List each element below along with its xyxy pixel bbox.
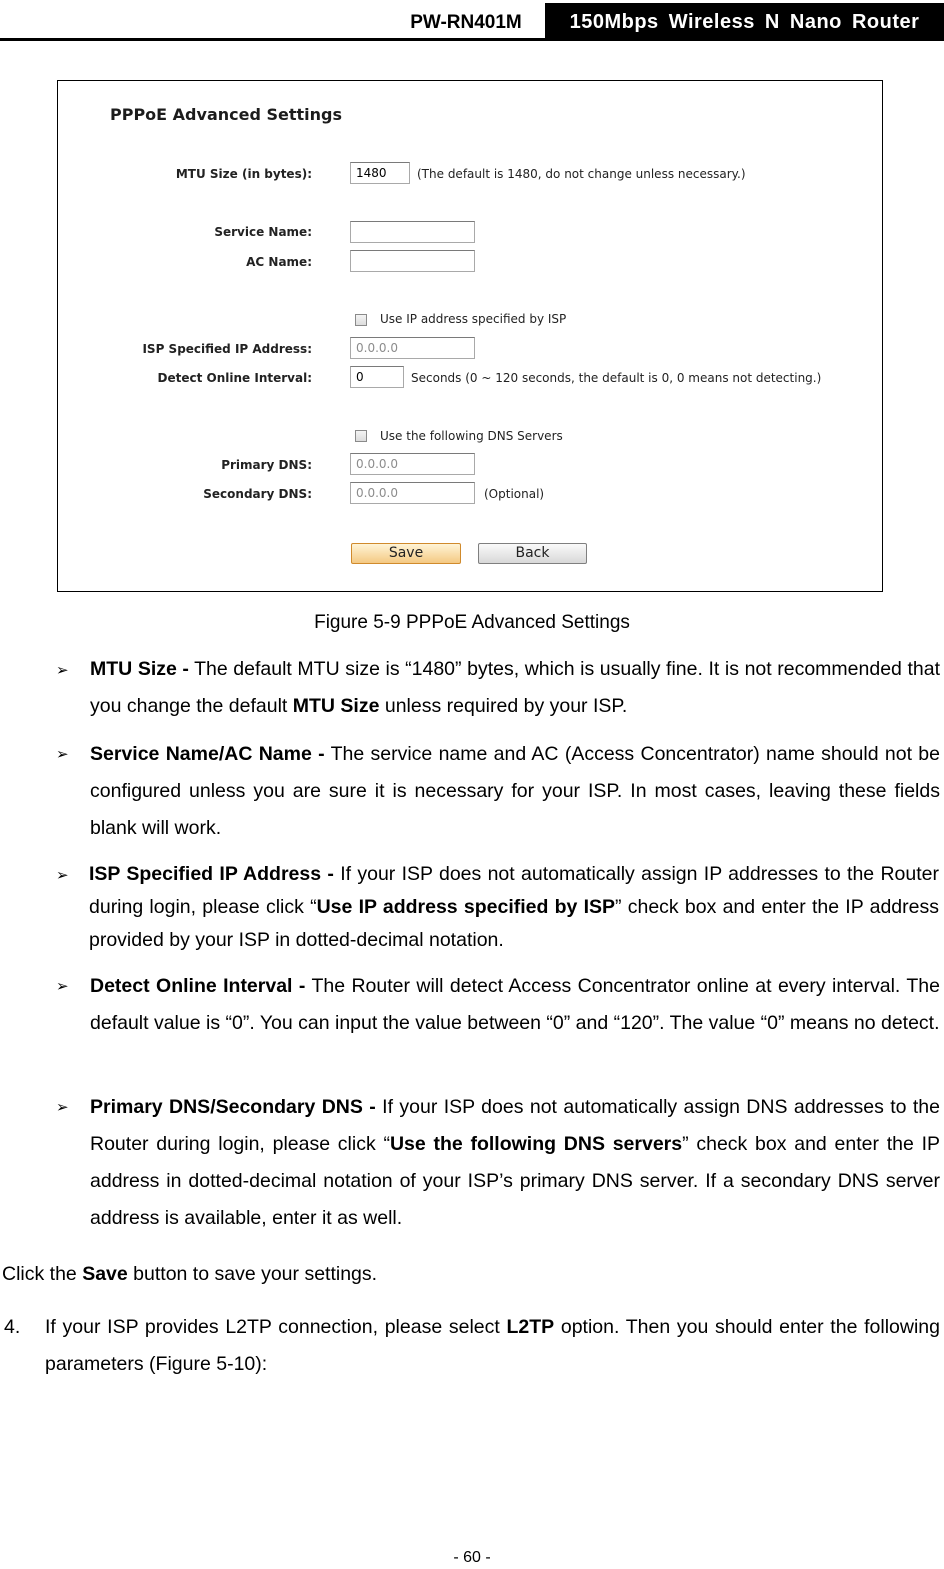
bullet-term: MTU Size - [90,658,189,680]
bullet-text: ” check box and enter the IP address in dotted-decimal notation of your ISP’s primary DNS server. If a secondary DNS server address is available, enter it as well. [90,1133,940,1229]
bullet-bold: Use the following DNS servers [389,1133,683,1155]
isp-ip-label: ISP Specified IP Address: [142,342,312,356]
use-ip-checkbox-label: Use IP address specified by ISP [380,312,567,326]
use-ip-checkbox[interactable] [355,314,367,326]
paragraph-text: button to save your settings. [127,1263,378,1285]
bullet-arrow-icon: ➢ [56,867,69,884]
detect-interval-input[interactable] [350,366,404,388]
bullet-text: ” check box and enter the IP address provided by your ISP in dotted-decimal notation. [89,896,939,951]
bullet-arrow-icon: ➢ [56,1099,69,1116]
primary-dns-label: Primary DNS: [221,458,312,472]
paragraph-text: Click the [2,1263,83,1285]
mtu-label: MTU Size (in bytes): [175,167,312,181]
bullet-text: If your ISP does not automatically assign IP addresses to the Router during login, please click “ [89,863,939,918]
detect-interval-label: Detect Online Interval: [157,371,312,385]
bullet-term: ISP Specified IP Address - [89,863,334,885]
ac-name-label: AC Name: [246,255,312,269]
bullet-term: Primary DNS/Secondary DNS - [90,1096,376,1118]
bullet-term: Detect Online Interval - [90,975,306,997]
bullet-dns [90,1089,940,1237]
isp-ip-input[interactable] [350,337,475,359]
service-name-input[interactable] [350,221,475,243]
bullet-arrow-icon: ➢ [56,662,69,679]
bullet-mtu-size [90,651,940,725]
paragraph-bold: Save [82,1263,128,1285]
page-number: - 60 - [453,1549,491,1566]
ac-name-input[interactable] [350,250,475,272]
bullet-arrow-icon: ➢ [56,746,69,763]
bullet-term: Service Name/AC Name - [90,743,325,765]
back-button[interactable]: Back [478,543,587,564]
secondary-dns-note: (Optional) [484,487,545,501]
use-dns-checkbox[interactable] [355,430,367,442]
bullet-bold: MTU Size [292,695,380,717]
use-dns-checkbox-label: Use the following DNS Servers [380,429,563,443]
primary-dns-input[interactable] [350,453,475,475]
secondary-dns-input[interactable] [350,482,475,504]
step-number: 4. [4,1316,21,1338]
pppoe-advanced-settings-figure [57,80,883,592]
mtu-input[interactable] [350,162,410,184]
paragraph-bold: L2TP [506,1316,555,1338]
bullet-text: unless required by your ISP. [379,695,628,717]
bullet-service-ac-name [90,736,940,847]
bullet-detect-interval [90,968,940,1042]
save-button[interactable]: Save [351,543,461,564]
click-save-paragraph [2,1256,377,1293]
header-title: 150Mbps Wireless N Nano Router [545,3,944,39]
service-name-label: Service Name: [214,225,312,239]
bullet-text: The Router will detect Access Concentrator online at every interval. The default value is “0”. You can input the value between “0” and “120”. The value “0” means no detect. [90,975,940,1034]
bullet-text: The default MTU size is “1480” bytes, which is usually fine. It is not recommended that you change the default [90,658,940,717]
bullet-text: The service name and AC (Access Concentrator) name should not be configured unless you are sure it is necessary for your ISP. In most cases, leaving these fields blank will work. [90,743,940,839]
header-model: PW-RN401M [410,12,522,33]
bullet-bold: Use IP address specified by ISP [316,896,616,918]
detect-interval-note: Seconds (0 ~ 120 seconds, the default is 0, 0 means not detecting.) [411,371,822,385]
step-4-paragraph [45,1309,940,1383]
bullet-isp-ip-address [89,858,939,957]
bullet-text: If your ISP does not automatically assign DNS addresses to the Router during login, please click “ [90,1096,940,1155]
paragraph-text: option. Then you should enter the following parameters (Figure 5-10): [45,1316,940,1375]
header-divider [0,38,944,41]
secondary-dns-label: Secondary DNS: [203,487,312,501]
figure-title: PPPoE Advanced Settings [110,105,343,124]
bullet-arrow-icon: ➢ [56,978,69,995]
paragraph-text: If your ISP provides L2TP connection, please select [45,1316,507,1338]
mtu-note: (The default is 1480, do not change unless necessary.) [417,167,746,181]
figure-caption: Figure 5-9 PPPoE Advanced Settings [314,612,630,633]
